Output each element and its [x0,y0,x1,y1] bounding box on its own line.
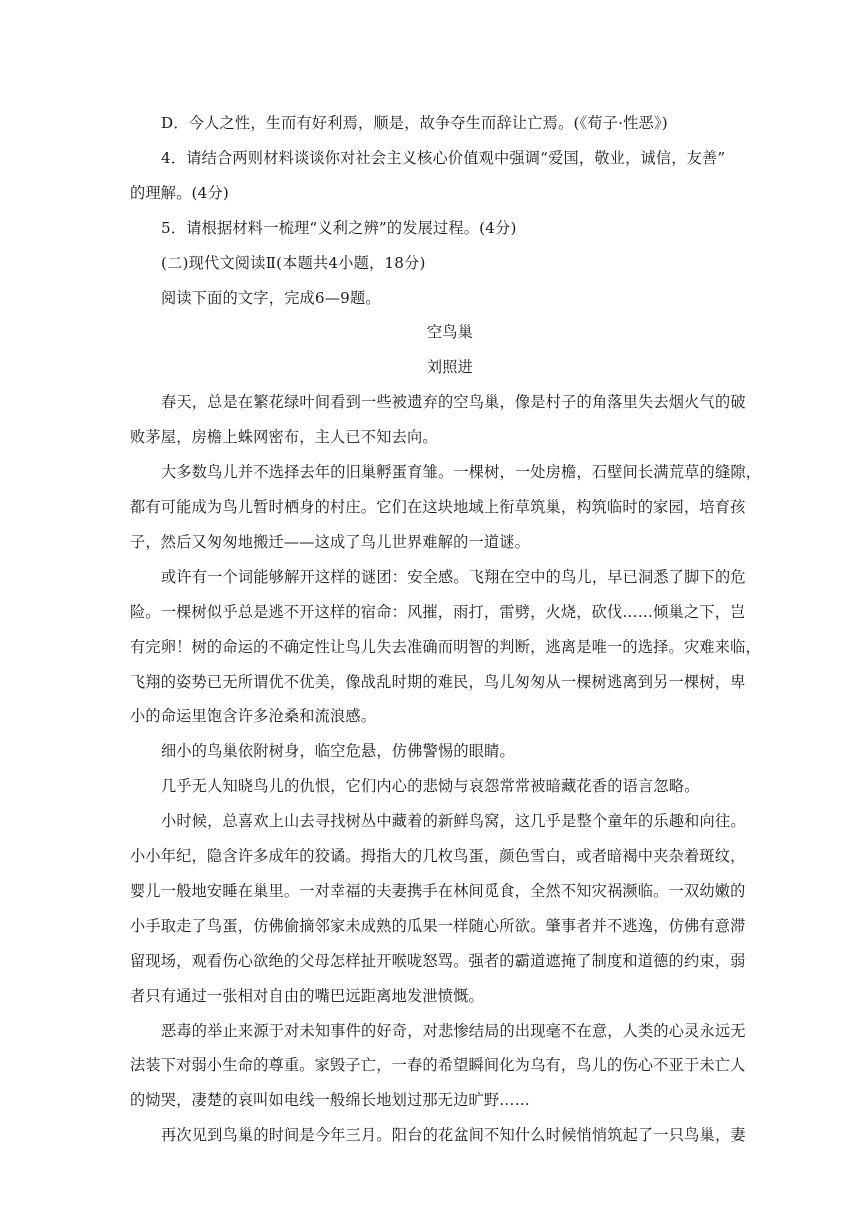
article-author: 刘照进 [426,358,474,377]
article-line: 有完卵！树的命运的不确定性让鸟儿失去准确而明智的判断，逃离是唯一的选择。灾难来临， [130,637,761,656]
article-line: 小手取走了鸟蛋，仿佛偷摘邻家未成熟的瓜果一样随心所欲。肇事者并不逃逸，仿佛有意滞 [130,916,746,935]
article-line: 者只有通过一张相对自由的嘴巴远距离地发泄愤慨。 [130,986,484,1005]
article-line: 小小年纪，隐含许多成年的狡谲。拇指大的几枚鸟蛋，颜色雪白，或者暗褐中夹杂着斑纹， [130,847,746,866]
article-line: 几乎无人知晓鸟儿的仇恨，它们内心的悲恸与哀怨常常被暗藏花香的语言忽略。 [161,777,700,796]
document-page [130,106,770,1153]
article-line: 子，然后又匆匆地搬迁——这成了鸟儿世界难解的一道谜。 [130,532,531,551]
article-line: 或许有一个词能够解开这样的谜团：安全感。飞翔在空中的鸟儿，早已洞悉了脚下的危 [161,567,746,586]
article-line: 再次见到鸟巢的时间是今年三月。阳台的花盆间不知什么时候悄悄筑起了一只鸟巢，妻 [161,1126,746,1145]
article-line: 法装下对弱小生命的尊重。家毁子亡，一春的希望瞬间化为乌有，鸟儿的伤心不亚于未亡人 [130,1056,746,1075]
question-3-option-d: D．今人之性，生而有好利焉，顺是，故争夺生而辞让亡焉。(《荀子·性恶》) [161,114,668,132]
article-line: 大多数鸟儿并不选择去年的旧巢孵蛋育雏。一棵树，一处房檐，石壁间长满荒草的缝隙， [161,463,762,482]
article-line: 细小的鸟巢依附树身，临空危悬，仿佛警惕的眼睛。 [161,742,515,761]
article-title: 空鸟巢 [426,323,474,342]
question-4-line-2: 的理解。(4分) [130,183,230,202]
article-line: 留现场，观看伤心欲绝的父母怎样扯开喉咙怒骂。强者的霸道遮掩了制度和道德的约束，弱 [130,951,746,970]
article-line: 败茅屋，房檐上蛛网密布，主人已不知去向。 [130,428,438,447]
article-line: 婴儿一般地安睡在巢里。一对幸福的夫妻携手在林间觅食，全然不知灾祸濒临。一双幼嫩的 [130,881,746,900]
article-line: 险。一棵树似乎总是逃不开这样的宿命：风摧，雨打，雷劈，火烧，砍伐……倾巢之下，岂 [130,602,746,621]
article-line: 春天，总是在繁花绿叶间看到一些被遗弃的空鸟巢，像是村子的角落里失去烟火气的破 [161,393,746,412]
article-line: 小时候，总喜欢上山去寻找树丛中藏着的新鲜鸟窝，这几乎是整个童年的乐趣和向往。 [161,812,746,831]
article-line: 飞翔的姿势已无所谓优不优美，像战乱时期的难民，鸟儿匆匆从一棵树逃离到另一棵树，卑 [130,672,746,691]
article-line: 的恸哭，凄楚的哀叫如电线一般绵长地划过那无边旷野…… [130,1091,531,1110]
question-5: 5．请根据材料一梳理“义利之辨”的发展过程。(4分) [161,218,517,237]
article-line: 恶毒的举止来源于对未知事件的好奇，对悲惨结局的出现毫不在意，人类的心灵永远无 [161,1021,746,1040]
section-instruction: 阅读下面的文字，完成6—9题。 [161,288,381,307]
section-heading: (二)现代文阅读Ⅱ(本题共4小题，18分) [161,253,426,272]
article-line: 小的命运里饱含许多沧桑和流浪感。 [130,707,377,726]
article-line: 都有可能成为鸟儿暂时栖身的村庄。它们在这块地域上衔草筑巢，构筑临时的家园，培育孩 [130,497,746,516]
question-4-line-1: 4．请结合两则材料谈谈你对社会主义核心价值观中强调“爱国，敬业，诚信，友善” [161,148,726,167]
